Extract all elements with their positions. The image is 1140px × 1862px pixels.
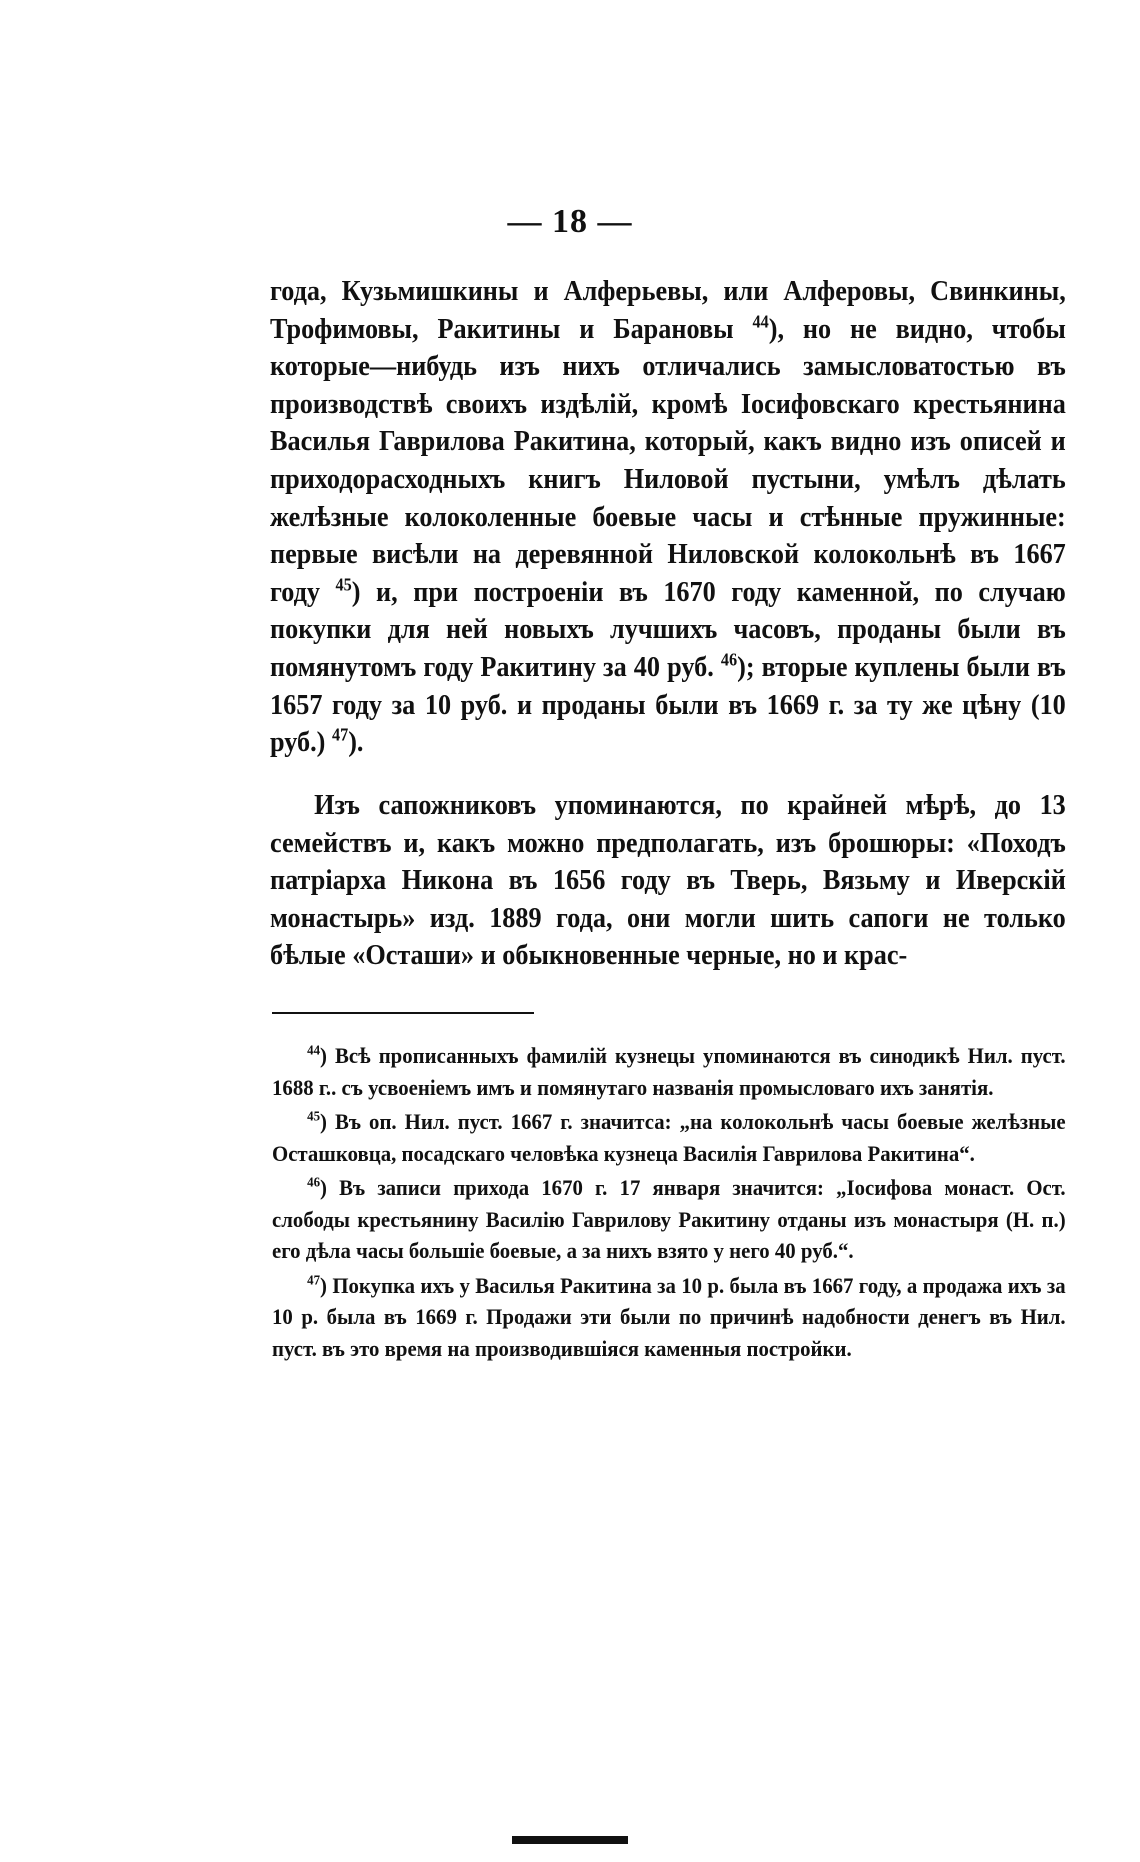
footnote-mark: 45 (307, 1109, 321, 1125)
footnote-ref-46: 46 (720, 649, 738, 670)
footnote-ref-45: 45 (335, 574, 352, 595)
footnote-47 (272, 1270, 1066, 1365)
bottom-bar-decoration (512, 1836, 628, 1844)
footnote-44 (272, 1040, 1066, 1103)
footnote-text: ) Въ записи прихода 1670 г. 17 января значится: „Іосифова монаст. Ост. слободы крестьянину Василію Гаврилову Ракитину отданы изъ монастыря (Н. п.) его дѣла часы большіе боевые, а за нихъ взято у него 40 руб.“. (272, 1175, 1066, 1263)
footnote-46 (272, 1172, 1066, 1267)
footnote-text: ) Въ оп. Нил. пуст. 1667 г. значитса: „на колокольнѣ часы боевые желѣзные Осташковца, посадскаго человѣка кузнеца Василія Гаврилова Ракитина“. (272, 1109, 1066, 1166)
text-run: Изъ сапожниковъ упоминаются, по крайней мѣрѣ, до 13 семействъ и, какъ можно предполагать, изъ брошюры: «Походъ патріарха Никона въ 1656 году въ Тверь, Вязьму и Иверскій монастырь» изд. 1889 года, они могли шить сапоги не только бѣлые «Осташи» и обыкновенные черные, но и крас- (270, 790, 1066, 972)
text-run: ); вторые куплены были въ 1657 году за 10 руб. и проданы были въ 1669 г. за ту же цѣну (10 руб.) (270, 651, 1066, 759)
text-run: ). (348, 727, 364, 759)
footnote-mark: 44 (307, 1043, 321, 1059)
page-number: — 18 — (507, 203, 633, 240)
footnote-text: ) Всѣ прописанныхъ фамилій кузнецы упоминаются въ синодикѣ Нил. пуст. 1688 г.. съ усвоеніемъ имъ и помянутаго названія промысловаго ихъ занятія. (272, 1043, 1066, 1100)
body-paragraph-2 (270, 787, 1066, 975)
body-paragraph-1 (270, 273, 1066, 762)
footnote-45 (272, 1106, 1066, 1169)
text-run: ) и, при построеніи въ 1670 году каменной, по случаю покупки для ней новыхъ лучшихъ часовъ, проданы были въ помянутомъ году Ракитину за 40 руб. (270, 576, 1066, 683)
footnotes (272, 1040, 1066, 1367)
footnote-ref-47: 47 (331, 724, 349, 745)
text-run: ), но не видно, чтобы которые—нибудь изъ нихъ отличались замысловатостью въ производствѣ своихъ издѣлій, кромѣ Іосифовскаго крестьянина Василья Гаврилова Ракитина, который, какъ видно изъ описей и приходорасходныхъ книгъ Ниловой пустыни, умѣлъ дѣлать желѣзные колоколенные боевые часы и стѣнные пружинные: первые висѣли на деревянной Ниловской колокольнѣ въ 1667 году (270, 313, 1066, 608)
footnote-ref-44: 44 (752, 311, 769, 332)
footnote-separator (272, 1012, 534, 1014)
footnote-text: ) Покупка ихъ у Василья Ракитина за 10 р. была въ 1667 году, а продажа ихъ за 10 р. была въ 1669 г. Продажи эти были по причинѣ надобности денегъ въ Нил. пуст. въ это время на производившіяся каменныя постройки. (272, 1272, 1066, 1361)
footnote-mark: 46 (307, 1175, 321, 1191)
text-run: года, Кузьмишкины и Алферьевы, или Алферовы, Свинкины, Трофимовы, Ракитины и Барановы (270, 276, 1066, 345)
footnote-mark: 47 (307, 1273, 321, 1288)
